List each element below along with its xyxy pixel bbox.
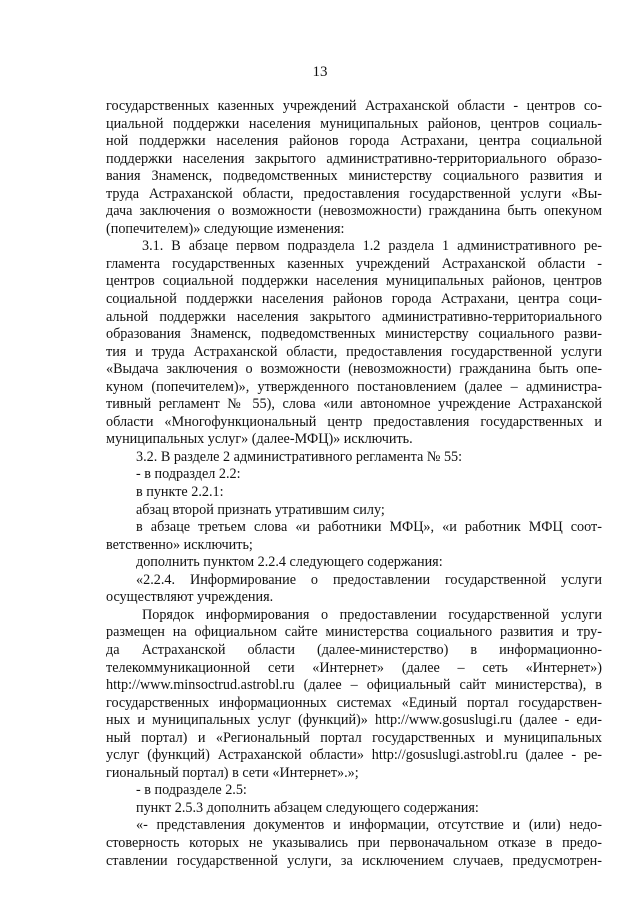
text-line: гиональный портал) в сети «Интернет».»; [106, 764, 359, 781]
text-line: гламента государственных казенных учреждений Астраханской области - [106, 255, 602, 272]
text-line: в пункте 2.2.1: [136, 484, 224, 501]
text-line: альной поддержки населения закрытого административно-территориального [106, 308, 602, 325]
text-line: государственных казенных учреждений Астраханской области - центров со- [106, 98, 602, 114]
text-line: стоверность которых не указывались при первоначальном отказе в предо- [106, 834, 602, 851]
text-line: ных и муниципальных услуг (функций)» http://www.gosuslugi.ru (далее - еди- [106, 712, 602, 729]
text-line: телекоммуникационной сети «Интернет» (далее – сеть «Интернет») [106, 659, 602, 676]
text-line: http://www.minsoctrud.astrobl.ru (далее – официальный сайт министерства), в [106, 677, 602, 694]
text-line: куном (попечителем)», утвержденного постановлением (далее – администра- [106, 378, 602, 395]
text-line: вания Знаменск, подведомственных министерству социального развития и [106, 168, 602, 185]
text-line: - в подразделе 2.5: [136, 782, 247, 799]
text-line: ветственно» исключить; [106, 536, 253, 553]
text-line: да Астраханской области (далее-министерство) в информационно- [106, 641, 602, 658]
text-line: государственных информационных системах «Единый портал государствен- [106, 694, 602, 711]
text-line: пункт 2.5.3 дополнить абзацем следующего содержания: [136, 799, 479, 816]
text-line: циальной поддержки населения муниципальных районов, центров социаль- [106, 115, 602, 132]
text-line: труда Астраханской области, предоставления государственной услуги «Вы- [106, 185, 602, 202]
text-line: Порядок информирования о предоставлении государственной услуги [142, 606, 602, 623]
page-number: 13 [312, 64, 328, 80]
text-line: ный портал) и «Региональный портал государственных и муниципальных [106, 729, 602, 746]
text-line: дополнить пунктом 2.2.4 следующего содержания: [136, 554, 443, 571]
text-line: «- представления документов и информации, отсутствие и (или) недо- [136, 817, 602, 834]
text-line: области «Многофункциональный центр предоставления государственных и [106, 413, 602, 430]
text-line: тивный регламент № 55), слова «или автономное учреждение Астраханской [106, 396, 602, 413]
text-line: в абзаце третьем слова «и работники МФЦ», «и работник МФЦ соот- [136, 519, 602, 536]
text-line: ной поддержки населения районов города Астрахани, центра социальной [106, 133, 602, 150]
text-line: «2.2.4. Информирование о предоставлении государственной услуги [136, 571, 602, 588]
text-line: размещен на официальном сайте министерства социального развития и тру- [106, 624, 602, 641]
text-line: осуществляют учреждения. [106, 589, 274, 606]
document-body [106, 98, 602, 870]
text-line: 3.1. В абзаце первом подраздела 1.2 раздела 1 административного ре- [142, 238, 602, 255]
text-line: (попечителем)» следующие изменения: [106, 220, 345, 237]
text-line: тия и труда Астраханской области, предоставления государственной услуги [106, 343, 602, 360]
text-line: услуг (функций) Астраханской области» http://gosuslugi.astrobl.ru (далее - ре- [106, 747, 602, 764]
text-line: социальной поддержки населения районов города Астрахани, центра соци- [106, 291, 602, 308]
text-line: «Выдача заключения о возможности (невозможности) гражданина быть опе- [106, 361, 602, 378]
text-line: ставлении государственной услуги, за исключением случаев, предусмотрен- [106, 852, 602, 869]
text-line: муниципальных услуг» (далее-МФЦ)» исключить. [106, 431, 413, 448]
text-line: 3.2. В разделе 2 административного регламента № 55: [136, 448, 463, 465]
text-line: центров социальной поддержки населения муниципальных районов, центров [106, 273, 602, 290]
text-line: образования Знаменск, подведомственных министерству социального разви- [106, 326, 602, 343]
text-line: поддержки населения закрытого административно-территориального образо- [106, 150, 602, 167]
text-line: абзац второй признать утратившим силу; [136, 501, 385, 518]
text-line: - в подраздел 2.2: [136, 466, 241, 483]
text-line: дача заключения о возможности (невозможности) гражданина быть опекуном [106, 203, 602, 220]
